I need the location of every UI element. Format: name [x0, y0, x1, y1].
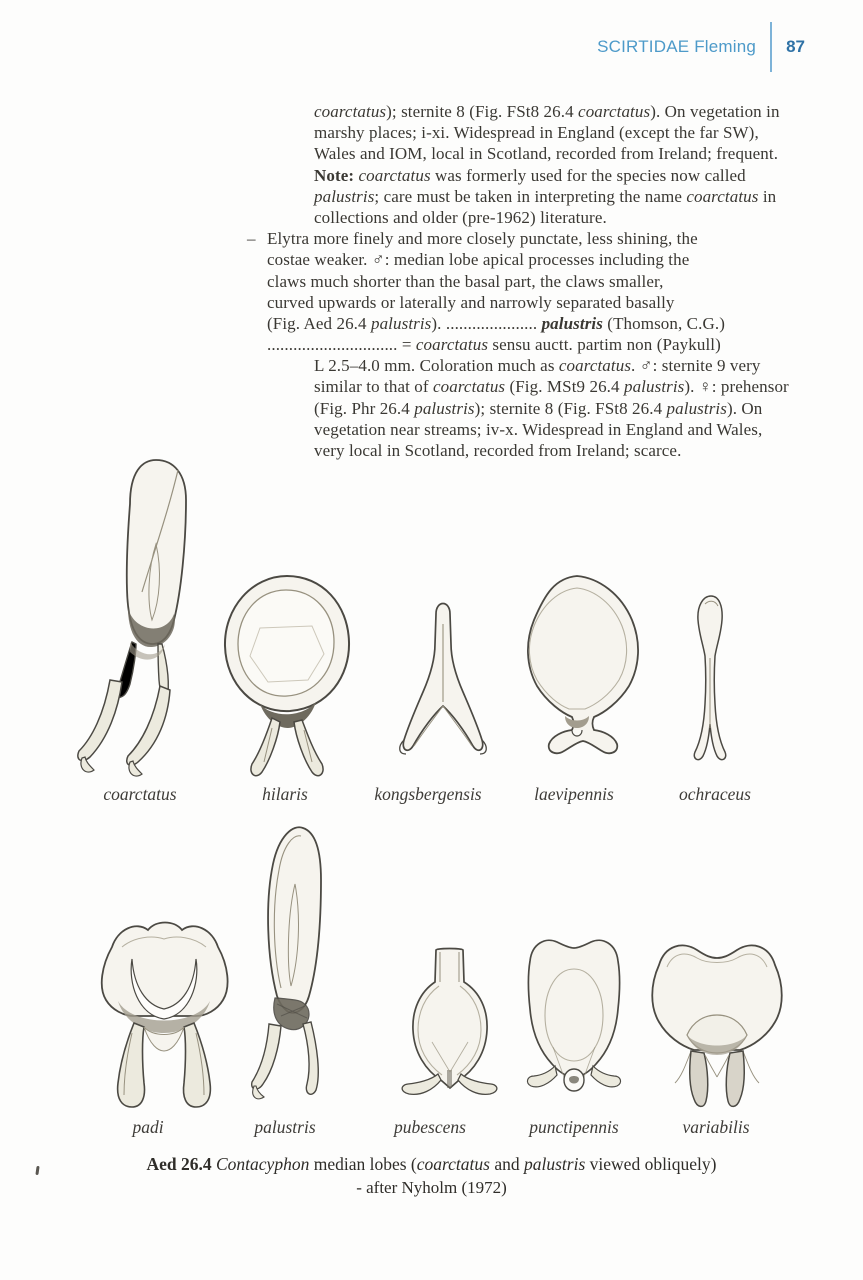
text-segment: (Fig. MSt9 26.4 [505, 377, 624, 397]
text-segment: was formerly used for the species now called [430, 165, 746, 185]
label-kongsbergensis: kongsbergensis [374, 784, 482, 804]
text-segment: ). On vegetation in [650, 102, 780, 121]
palustris-illustration [237, 818, 345, 1108]
text-segment: ); sternite 8 (Fig. FSt8 26.4 [474, 398, 667, 418]
text-segment: sensu auctt. partim non (Paykull) [488, 335, 721, 355]
ochraceus-illustration [682, 588, 740, 768]
text-line [314, 186, 807, 207]
text-segment: coarctatus [686, 186, 759, 206]
text-line [314, 165, 807, 186]
text-line [314, 207, 807, 228]
paragraph-palustris-couplet [247, 228, 807, 355]
text-segment: (Fig. Aed 26.4 [267, 313, 371, 333]
text-segment: costae weaker. ♂: median lobe apical processes including the [267, 250, 690, 270]
text-segment: coarctatus [358, 165, 431, 185]
text-line [314, 419, 807, 440]
label-coarctatus: coarctatus [103, 784, 177, 804]
text-segment: .............................. = [267, 335, 416, 355]
text-segment: in [758, 186, 777, 206]
variabilis-illustration [647, 927, 787, 1109]
label-palustris: palustris [254, 1117, 316, 1137]
text-segment: very local in Scotland, recorded from Ireland; scarce. [314, 441, 682, 460]
text-segment: coarctatus [416, 1154, 490, 1174]
text-line [314, 376, 807, 397]
kongsbergensis-illustration [392, 588, 492, 768]
text-segment: coarctatus [578, 102, 651, 121]
header-divider [770, 22, 772, 72]
text-segment: coarctatus [415, 335, 489, 355]
paragraph-coarctatus-continuation [314, 101, 807, 228]
text-segment: (Thomson, C.G.) [602, 313, 725, 333]
text-segment: Note: [314, 165, 355, 185]
text-segment: curved upwards or laterally and narrowly separated basally [267, 292, 675, 312]
caption-line-1 [0, 1152, 863, 1176]
text-line [267, 249, 807, 270]
text-segment: ). ..................... [431, 313, 542, 333]
label-hilaris: hilaris [262, 784, 308, 804]
couplet-dash: – [247, 229, 256, 249]
text-line [267, 228, 807, 249]
text-segment: viewed obliquely) [585, 1154, 717, 1174]
text-segment: palustris [314, 186, 375, 206]
text-line [267, 334, 807, 355]
coarctatus-illustration [70, 452, 220, 780]
label-variabilis: variabilis [682, 1117, 750, 1137]
text-line [267, 292, 807, 313]
punctipennis-illustration [517, 927, 629, 1105]
text-line [314, 398, 807, 419]
laevipennis-illustration [505, 570, 650, 778]
text-line [314, 122, 807, 143]
text-segment: (Fig. Phr 26.4 [314, 398, 415, 418]
hilaris-illustration [220, 568, 355, 780]
label-ochraceus: ochraceus [679, 784, 751, 804]
text-segment: coarctatus [558, 356, 632, 376]
text-segment: ; care must be taken in interpreting the name [374, 186, 687, 206]
label-padi: padi [132, 1117, 164, 1137]
text-segment: ). On [726, 398, 763, 418]
text-line [267, 271, 807, 292]
couplet-lines [267, 228, 807, 355]
text-line [314, 440, 807, 461]
paragraph-palustris-details [314, 355, 807, 461]
page-header [597, 22, 805, 72]
label-punctipennis: punctipennis [529, 1117, 619, 1137]
text-segment: similar to that of [314, 377, 433, 397]
text-line [314, 101, 807, 122]
figure-caption [0, 1152, 863, 1200]
text-segment: ). ♀: prehensor [684, 377, 789, 397]
text-segment: vegetation near streams; iv-x. Widespread in England and Wales, [314, 419, 763, 439]
text-segment: palustris [524, 1154, 586, 1174]
text-segment: median lobes ( [309, 1154, 417, 1174]
text-segment: L 2.5–4.0 mm. Coloration much as [314, 356, 559, 376]
padi-illustration [82, 903, 247, 1110]
text-line [314, 143, 807, 164]
text-segment: Wales and IOM, local in Scotland, recorded from Ireland; frequent. [314, 144, 779, 164]
text-segment: Elytra more finely and more closely punctate, less shining, the [267, 229, 698, 249]
text-line [267, 313, 807, 334]
text-segment: palustris [414, 398, 475, 418]
key-text [247, 101, 807, 461]
text-segment: palustris [666, 398, 727, 418]
text-segment: collections and older (pre-1962) literature. [314, 207, 607, 227]
page-number: 87 [786, 37, 805, 56]
text-segment: Contacyphon [216, 1154, 310, 1174]
caption-line-2: - after Nyholm (1972) [356, 1178, 507, 1197]
text-segment: palustris [541, 313, 603, 333]
text-segment: palustris [370, 313, 432, 333]
text-segment: ); sternite 8 (Fig. FSt8 26.4 [386, 102, 579, 121]
text-segment: marshy places; i-xi. Widespread in England (except the far SW), [314, 123, 759, 143]
text-segment: Aed 26.4 [146, 1154, 216, 1174]
text-segment: claws much shorter than the basal part, the claws smaller, [267, 271, 664, 291]
text-segment: . ♂: sternite 9 very [631, 356, 761, 376]
label-pubescens: pubescens [394, 1117, 466, 1137]
text-segment: palustris [623, 377, 685, 397]
text-line [314, 355, 807, 376]
pubescens-illustration [387, 942, 512, 1104]
running-title: SCIRTIDAE Fleming [597, 37, 757, 56]
text-segment: and [489, 1154, 524, 1174]
label-laevipennis: laevipennis [534, 784, 614, 804]
text-segment: coarctatus [433, 377, 506, 397]
text-segment: coarctatus [314, 102, 387, 121]
